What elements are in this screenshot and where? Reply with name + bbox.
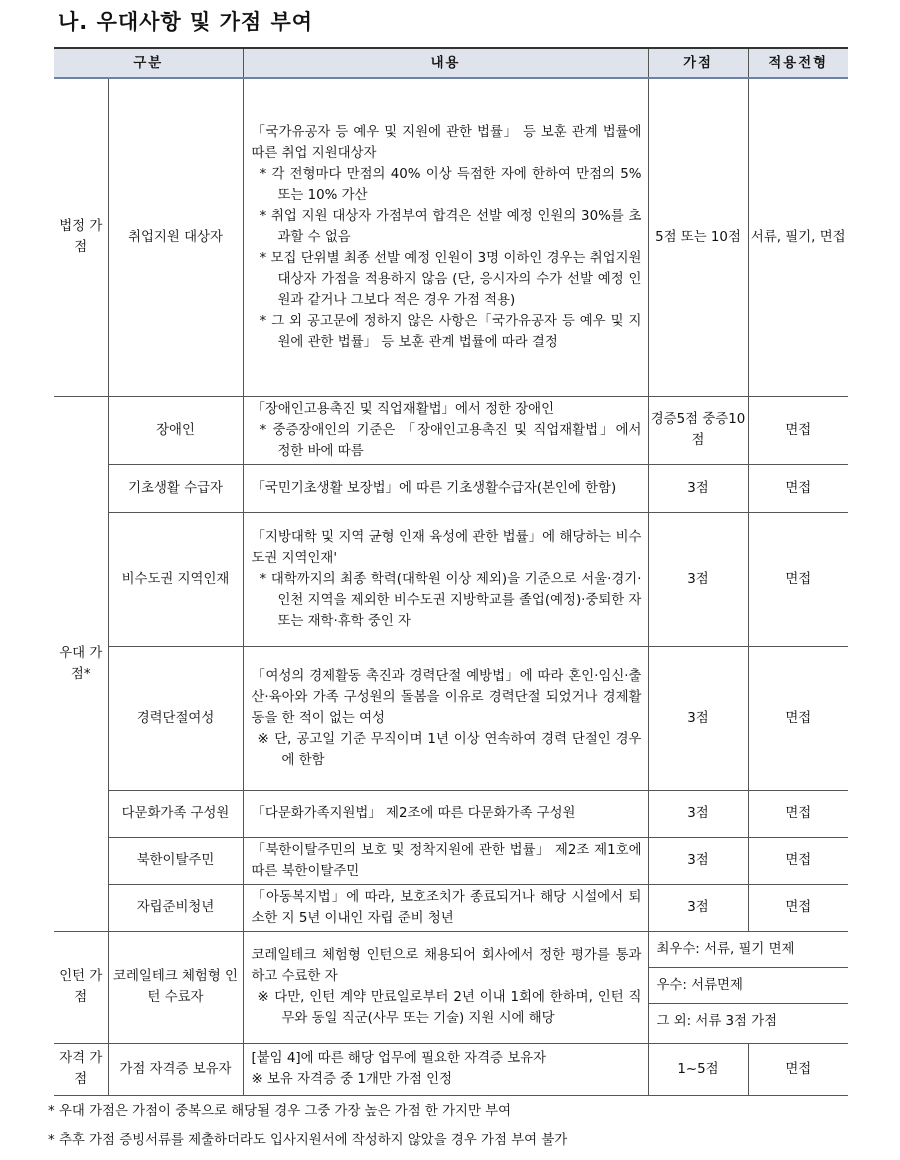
content-license xyxy=(243,1043,648,1095)
sub-multicultural: 다문화가족 구성원 xyxy=(108,790,243,837)
content-career-break xyxy=(243,646,648,790)
row-text: 「여성의 경제활동 촉진과 경력단절 예방법」에 따라 혼인·임신·출산·육아와 가족 구성원의 돌봄을 이유로 경력단절 되었거나 경제활동을 한 적이 없는 여성 xyxy=(251,668,642,726)
row-text: 「지방대학 및 지역 균형 인재 육성에 관한 법률」에 해당하는 비수도권 지역인재' xyxy=(251,529,642,566)
applied-license: 면접 xyxy=(748,1043,848,1095)
content-intern xyxy=(243,931,648,1043)
points-basic-living: 3점 xyxy=(648,464,748,512)
sub-youth: 자립준비청년 xyxy=(108,884,243,931)
table-row xyxy=(54,790,848,837)
content-multicultural: 「다문화가족지원법」 제2조에 따른 다문화가족 구성원 xyxy=(243,790,648,837)
content-youth: 「아동복지법」에 따라, 보호조치가 종료되거나 해당 시설에서 퇴소한 지 5년 이내인 자립 준비 청년 xyxy=(243,884,648,931)
applied-multicultural: 면접 xyxy=(748,790,848,837)
table-row xyxy=(54,837,848,884)
page-title: 나. 우대사항 및 가점 부여 xyxy=(58,10,314,34)
table-row xyxy=(54,1043,848,1095)
veteran-bullet: * 각 전형마다 만점의 40% 이상 득점한 자에 한하여 만점의 5% 또는 10% 가산 xyxy=(259,166,642,203)
header-points: 가점 xyxy=(648,48,748,78)
points-career-break: 3점 xyxy=(648,646,748,790)
table-row xyxy=(54,464,848,512)
points-regional: 3점 xyxy=(648,512,748,646)
content-basic-living: 「국민기초생활 보장법」에 따른 기초생활수급자(본인에 한함) xyxy=(243,464,648,512)
applied-defector: 면접 xyxy=(748,837,848,884)
row-note: ※ 다만, 인턴 계약 만료일로부터 2년 이내 1회에 한하며, 인턴 직무와 동일 직군(사무 또는 기술) 지원 시에 해당 xyxy=(257,990,642,1026)
grade-excellent: 우수: 서류면제 xyxy=(649,968,849,1004)
header-applied: 적용전형 xyxy=(748,48,848,78)
row-text: 코레일테크 체험형 인턴으로 채용되어 회사에서 정한 평가를 통과하고 수료한 자 xyxy=(251,948,642,984)
group-license: 자격 가점 xyxy=(54,1043,108,1095)
points-disabled: 경증5점 중증10점 xyxy=(648,396,748,464)
table-row xyxy=(54,78,848,396)
applied-disabled: 면접 xyxy=(748,396,848,464)
footnotes xyxy=(48,1097,567,1155)
grade-other: 그 외: 서류 3점 가점 xyxy=(656,1014,778,1029)
intern-grades xyxy=(648,931,848,1043)
table-row xyxy=(54,512,848,646)
table-header-row xyxy=(54,48,848,78)
sub-disabled: 장애인 xyxy=(108,396,243,464)
table-row xyxy=(54,396,848,464)
group-intern: 인턴 가점 xyxy=(54,931,108,1043)
points-veteran: 5점 또는 10점 xyxy=(648,78,748,396)
footnote: * 우대 가점은 가점이 중복으로 해당될 경우 그중 가장 높은 가점 한 가지만 부여 xyxy=(48,1104,512,1119)
group-preferred: 우대 가점* xyxy=(54,396,108,931)
row-note: ※ 단, 공고일 기준 무직이며 1년 이상 연속하여 경력 단절인 경우에 한함 xyxy=(257,731,642,768)
sub-license: 가점 자격증 보유자 xyxy=(108,1043,243,1095)
applied-career-break: 면접 xyxy=(748,646,848,790)
content-regional xyxy=(243,512,648,646)
sub-intern: 코레일테크 체험형 인턴 수료자 xyxy=(108,931,243,1043)
content-disabled xyxy=(243,396,648,464)
points-license: 1~5점 xyxy=(648,1043,748,1095)
sub-veteran: 취업지원 대상자 xyxy=(108,78,243,396)
points-multicultural: 3점 xyxy=(648,790,748,837)
veteran-bullet: * 취업 지원 대상자 가점부여 합격은 선발 예정 인원의 30%를 초과할 수 없음 xyxy=(259,208,642,245)
applied-veteran: 서류, 필기, 면접 xyxy=(748,78,848,396)
table-row xyxy=(54,884,848,931)
table-row xyxy=(54,646,848,790)
sub-basic-living: 기초생활 수급자 xyxy=(108,464,243,512)
points-defector: 3점 xyxy=(648,837,748,884)
veteran-bullet: * 모집 단위별 최종 선발 예정 인원이 3명 이하인 경우는 취업지원대상자 가점을 적용하지 않음 (단, 응시자의 수가 선발 예정 인원과 같거나 그보다 적은 경우 가점 적용) xyxy=(259,250,642,308)
applied-basic-living: 면접 xyxy=(748,464,848,512)
content-defector: 「북한이탈주민의 보호 및 정착지원에 관한 법률」 제2조 제1호에 따른 북한이탈주민 xyxy=(243,837,648,884)
sub-regional: 비수도권 지역인재 xyxy=(108,512,243,646)
header-content: 내용 xyxy=(243,48,648,78)
row-text: [붙임 4]에 따른 해당 업무에 필요한 자격증 보유자 xyxy=(251,1051,547,1066)
grade-top: 최우수: 서류, 필기 면제 xyxy=(649,932,849,968)
header-category: 구분 xyxy=(54,48,243,78)
group-legal: 법정 가점 xyxy=(54,78,108,396)
row-note: ※ 보유 자격증 중 1개만 가점 인정 xyxy=(251,1072,453,1087)
row-bullet: * 대학까지의 최종 학력(대학원 이상 제외)을 기준으로 서울·경기·인천 지역을 제외한 비수도권 지방학교를 졸업(예정)·중퇴한 자 또는 재학·휴학 중인 자 xyxy=(259,571,642,629)
content-veteran xyxy=(243,78,648,396)
row-text: 「장애인고용촉진 및 직업재활법」에서 정한 장애인 xyxy=(251,401,555,417)
applied-youth: 면접 xyxy=(748,884,848,931)
points-youth: 3점 xyxy=(648,884,748,931)
veteran-intro: 「국가유공자 등 예우 및 지원에 관한 법률」 등 보훈 관계 법률에 따른 취업 지원대상자 xyxy=(251,124,642,161)
sub-defector: 북한이탈주민 xyxy=(108,837,243,884)
row-bullet: * 중증장애인의 기준은 「장애인고용촉진 및 직업재활법」에서 정한 바에 따름 xyxy=(259,422,642,459)
sub-career-break: 경력단절여성 xyxy=(108,646,243,790)
table-row xyxy=(54,931,848,1043)
preference-table xyxy=(54,47,848,1096)
footnote: * 추후 가점 증빙서류를 제출하더라도 입사지원서에 작성하지 않았을 경우 가점 부여 불가 xyxy=(48,1133,568,1148)
veteran-bullet: * 그 외 공고문에 정하지 않은 사항은「국가유공자 등 예우 및 지원에 관한 법률」 등 보훈 관계 법률에 따라 결정 xyxy=(259,313,642,350)
applied-regional: 면접 xyxy=(748,512,848,646)
